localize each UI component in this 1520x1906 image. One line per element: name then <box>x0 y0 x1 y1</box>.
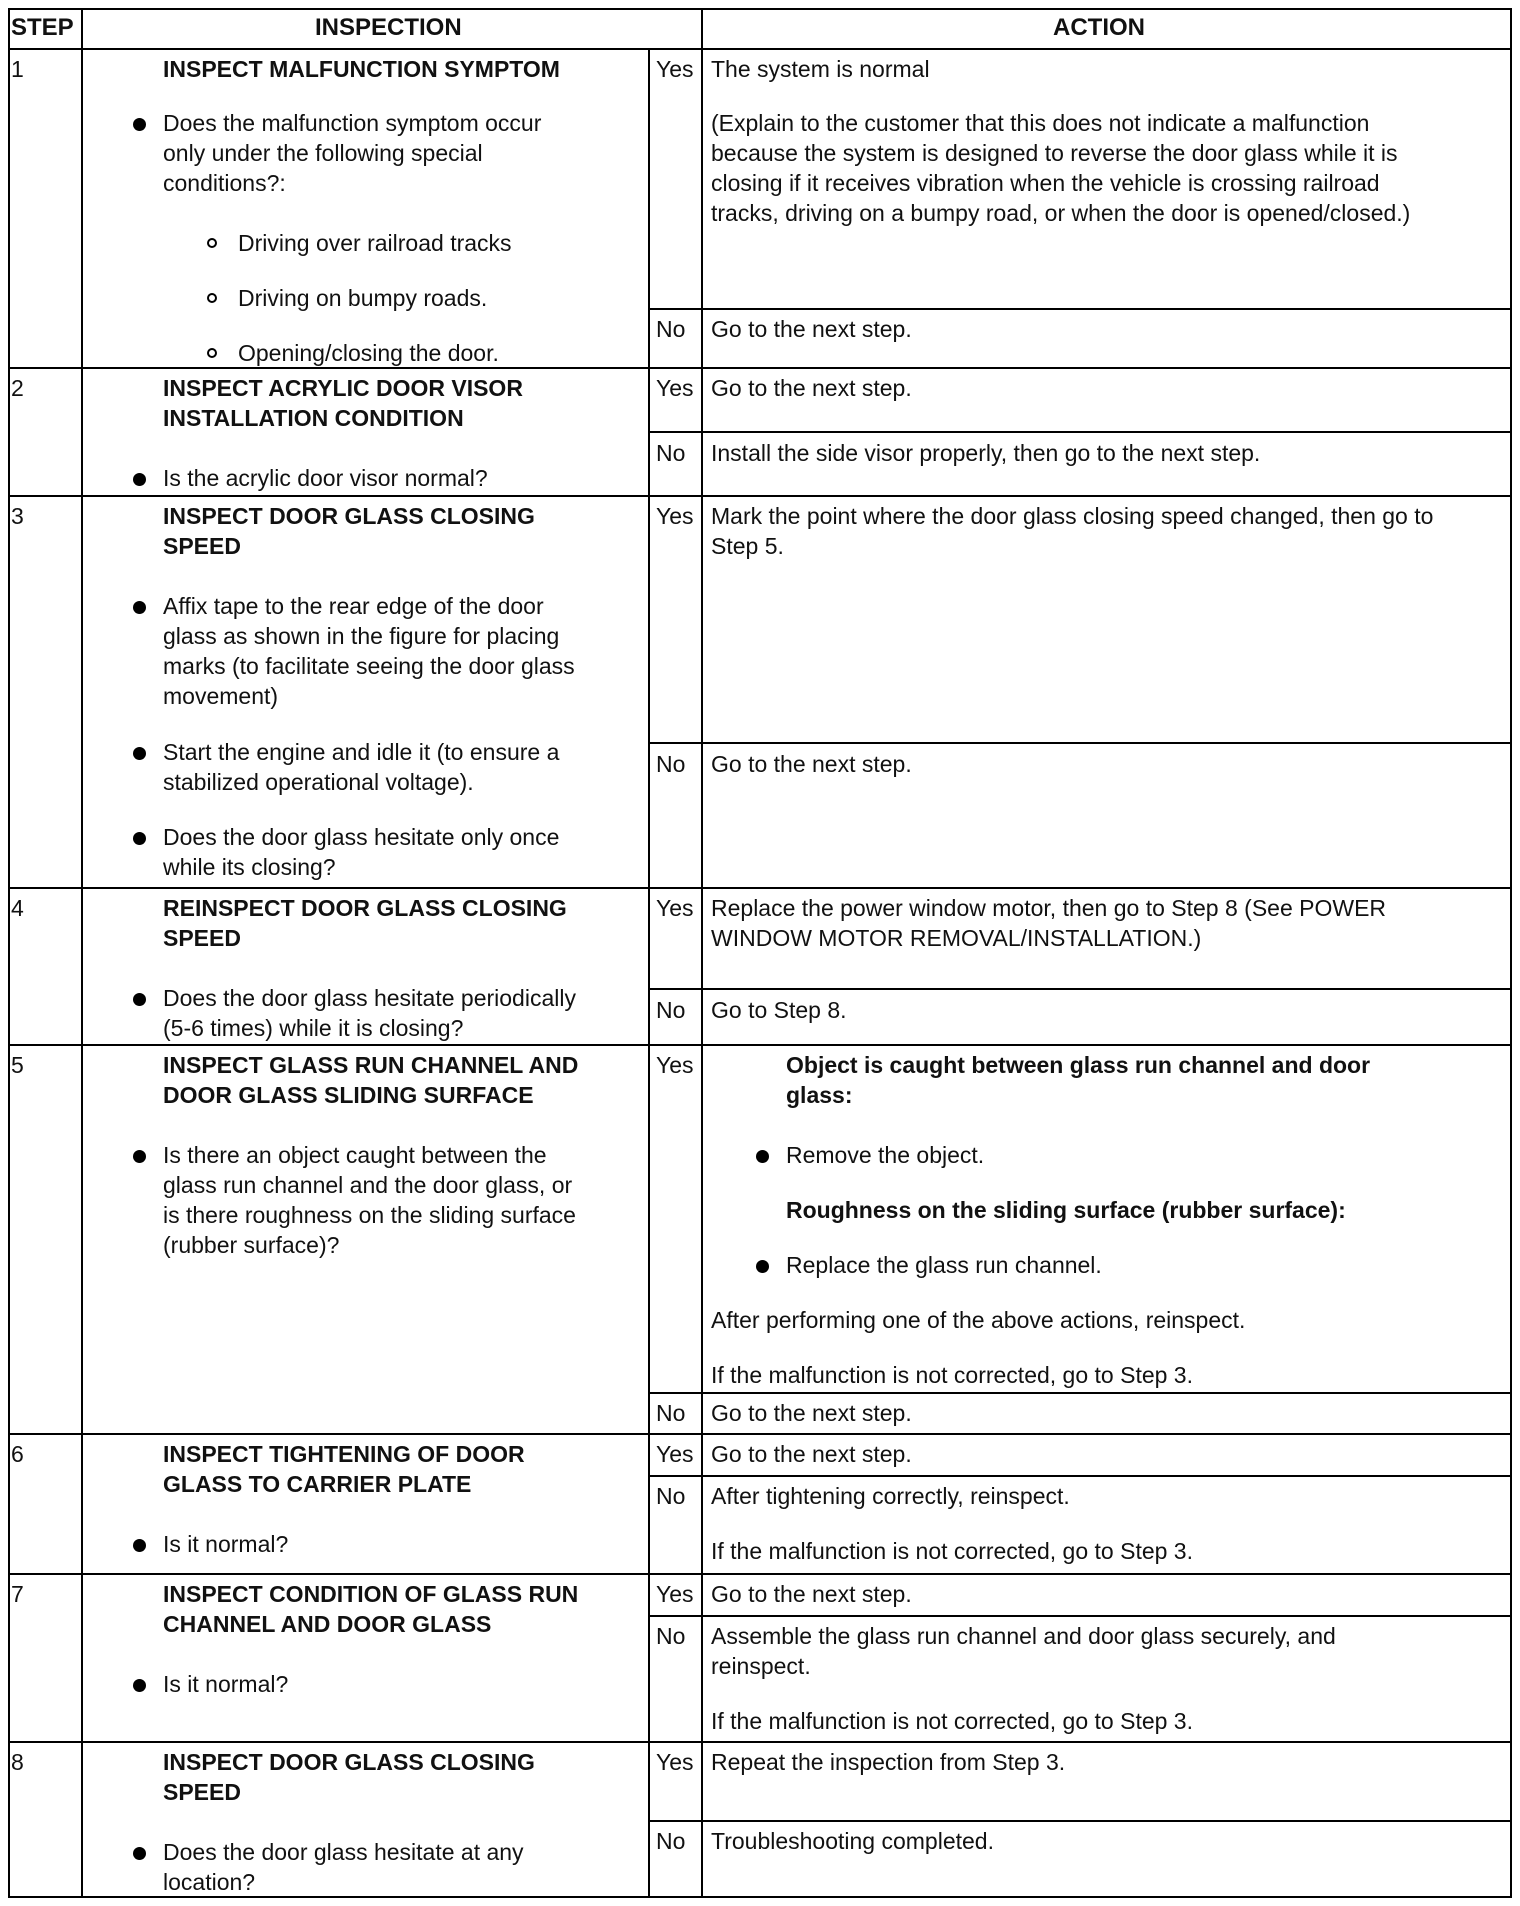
yes-label: Yes <box>656 375 694 401</box>
row-divider <box>8 887 1512 889</box>
yes-action: Repeat the inspection from Step 3. <box>711 1749 1066 1775</box>
yes-label: Yes <box>656 1581 694 1607</box>
inspection-question: stabilized operational voltage). <box>163 769 474 795</box>
step-number: 6 <box>11 1441 24 1467</box>
bullet-icon <box>133 747 146 760</box>
inspection-question: movement) <box>163 683 279 709</box>
table-border <box>8 8 10 1898</box>
action-heading: Object is caught between glass run channel and door <box>786 1052 1371 1078</box>
yes-no-divider <box>648 1820 1512 1822</box>
condition-item: Opening/closing the door. <box>238 340 499 366</box>
step-number: 2 <box>11 375 24 401</box>
inspection-question: glass as shown in the figure for placing <box>163 623 560 649</box>
no-label: No <box>656 1623 686 1649</box>
no-label: No <box>656 997 686 1023</box>
yes-action: closing if it receives vibration when the vehicle is crossing railroad <box>711 170 1380 196</box>
no-label: No <box>656 1828 686 1854</box>
step-title: INSPECT GLASS RUN CHANNEL AND <box>163 1052 579 1078</box>
condition-item: Driving over railroad tracks <box>238 230 512 256</box>
row-divider <box>8 1433 1512 1435</box>
bullet-icon <box>133 1847 146 1860</box>
no-action: Troubleshooting completed. <box>711 1828 994 1854</box>
column-divider <box>81 8 83 1898</box>
yes-action: If the malfunction is not corrected, go to Step 3. <box>711 1362 1193 1388</box>
yes-action: Replace the glass run channel. <box>786 1252 1102 1278</box>
yes-action: Mark the point where the door glass closing speed changed, then go to <box>711 503 1434 529</box>
bullet-icon <box>133 993 146 1006</box>
troubleshooting-table <box>8 8 1512 1898</box>
step-number: 3 <box>11 503 24 529</box>
yes-action: The system is normal <box>711 56 930 82</box>
yes-no-divider <box>648 1392 1512 1394</box>
yes-no-divider <box>648 308 1512 310</box>
yes-no-divider <box>648 431 1512 433</box>
yes-action: WINDOW MOTOR REMOVAL/INSTALLATION.) <box>711 925 1202 951</box>
step-title: GLASS TO CARRIER PLATE <box>163 1471 472 1497</box>
inspection-question: only under the following special <box>163 140 483 166</box>
no-action: Assemble the glass run channel and door glass securely, and <box>711 1623 1336 1649</box>
step-title: SPEED <box>163 1779 241 1805</box>
no-action: reinspect. <box>711 1653 811 1679</box>
step-title: INSTALLATION CONDITION <box>163 405 464 431</box>
bullet-icon <box>756 1260 769 1273</box>
bullet-icon <box>133 1539 146 1552</box>
yes-action: tracks, driving on a bumpy road, or when the door is opened/closed.) <box>711 200 1411 226</box>
bullet-icon <box>133 473 146 486</box>
yes-label: Yes <box>656 1052 694 1078</box>
yes-action: Go to the next step. <box>711 1441 912 1467</box>
yes-no-divider <box>648 1475 1512 1477</box>
bullet-icon <box>756 1150 769 1163</box>
inspection-question: Is there an object caught between the <box>163 1142 547 1168</box>
column-divider <box>648 48 650 1898</box>
inspection-question: is there roughness on the sliding surface <box>163 1202 576 1228</box>
yes-action: Go to the next step. <box>711 1581 912 1607</box>
no-label: No <box>656 316 686 342</box>
action-heading: Roughness on the sliding surface (rubber surface): <box>786 1197 1346 1223</box>
inspection-question: Does the door glass hesitate only once <box>163 824 560 850</box>
inspection-question: (rubber surface)? <box>163 1232 340 1258</box>
header-action: ACTION <box>1053 14 1145 41</box>
inspection-question: Is it normal? <box>163 1671 289 1697</box>
no-label: No <box>656 1400 686 1426</box>
yes-label: Yes <box>656 1441 694 1467</box>
step-title: INSPECT DOOR GLASS CLOSING <box>163 1749 535 1775</box>
step-number: 4 <box>11 895 24 921</box>
yes-action: After performing one of the above actions, reinspect. <box>711 1307 1246 1333</box>
yes-no-divider <box>648 1615 1512 1617</box>
yes-no-divider <box>648 742 1512 744</box>
no-label: No <box>656 751 686 777</box>
bullet-icon <box>133 118 146 131</box>
step-title: DOOR GLASS SLIDING SURFACE <box>163 1082 534 1108</box>
bullet-icon <box>133 832 146 845</box>
header-inspection: INSPECTION <box>315 14 462 41</box>
yes-label: Yes <box>656 56 694 82</box>
inspection-question: location? <box>163 1869 256 1895</box>
no-action: Install the side visor properly, then go to the next step. <box>711 440 1261 466</box>
no-action: Go to the next step. <box>711 1400 912 1426</box>
yes-action: Step 5. <box>711 533 784 559</box>
inspection-question: glass run channel and the door glass, or <box>163 1172 573 1198</box>
step-number: 7 <box>11 1581 24 1607</box>
step-title: INSPECT MALFUNCTION SYMPTOM <box>163 56 560 82</box>
step-title: SPEED <box>163 925 241 951</box>
yes-label: Yes <box>656 895 694 921</box>
no-action: Go to the next step. <box>711 316 912 342</box>
yes-no-divider <box>648 988 1512 990</box>
sub-bullet-icon <box>207 238 217 248</box>
no-action: If the malfunction is not corrected, go to Step 3. <box>711 1538 1193 1564</box>
no-label: No <box>656 1483 686 1509</box>
no-label: No <box>656 440 686 466</box>
row-divider <box>8 495 1512 497</box>
row-divider <box>8 1044 1512 1046</box>
inspection-question: Is the acrylic door visor normal? <box>163 465 488 491</box>
step-number: 8 <box>11 1749 24 1775</box>
table-border <box>8 8 1512 10</box>
step-title: REINSPECT DOOR GLASS CLOSING <box>163 895 567 921</box>
row-divider <box>8 48 1512 50</box>
inspection-question: Does the door glass hesitate at any <box>163 1839 524 1865</box>
inspection-question: Start the engine and idle it (to ensure a <box>163 739 560 765</box>
bullet-icon <box>133 1679 146 1692</box>
no-action: Go to Step 8. <box>711 997 847 1023</box>
inspection-question: Does the malfunction symptom occur <box>163 110 542 136</box>
inspection-question: (5-6 times) while it is closing? <box>163 1015 464 1041</box>
sub-bullet-icon <box>207 348 217 358</box>
inspection-question: Is it normal? <box>163 1531 289 1557</box>
inspection-question: marks (to facilitate seeing the door glass <box>163 653 575 679</box>
yes-action: Remove the object. <box>786 1142 985 1168</box>
condition-item: Driving on bumpy roads. <box>238 285 488 311</box>
sub-bullet-icon <box>207 293 217 303</box>
inspection-question: conditions?: <box>163 170 286 196</box>
step-title: INSPECT ACRYLIC DOOR VISOR <box>163 375 523 401</box>
step-title: INSPECT DOOR GLASS CLOSING <box>163 503 535 529</box>
no-action: Go to the next step. <box>711 751 912 777</box>
yes-action: Go to the next step. <box>711 375 912 401</box>
yes-action: because the system is designed to reverse the door glass while it is <box>711 140 1398 166</box>
step-number: 5 <box>11 1052 24 1078</box>
step-title: CHANNEL AND DOOR GLASS <box>163 1611 492 1637</box>
no-action: After tightening correctly, reinspect. <box>711 1483 1070 1509</box>
yes-action: Replace the power window motor, then go to Step 8 (See POWER <box>711 895 1387 921</box>
bullet-icon <box>133 601 146 614</box>
action-heading: glass: <box>786 1082 853 1108</box>
step-title: INSPECT TIGHTENING OF DOOR <box>163 1441 525 1467</box>
inspection-question: Does the door glass hesitate periodically <box>163 985 576 1011</box>
step-title: INSPECT CONDITION OF GLASS RUN <box>163 1581 579 1607</box>
header-step: STEP <box>11 14 74 41</box>
step-title: SPEED <box>163 533 241 559</box>
row-divider <box>8 1741 1512 1743</box>
inspection-question: Affix tape to the rear edge of the door <box>163 593 544 619</box>
no-action: If the malfunction is not corrected, go to Step 3. <box>711 1708 1193 1734</box>
step-number: 1 <box>11 56 24 82</box>
yes-action: (Explain to the customer that this does not indicate a malfunction <box>711 110 1370 136</box>
yes-label: Yes <box>656 1749 694 1775</box>
yes-label: Yes <box>656 503 694 529</box>
row-divider <box>8 367 1512 369</box>
bullet-icon <box>133 1150 146 1163</box>
inspection-question: while its closing? <box>163 854 336 880</box>
row-divider <box>8 1573 1512 1575</box>
